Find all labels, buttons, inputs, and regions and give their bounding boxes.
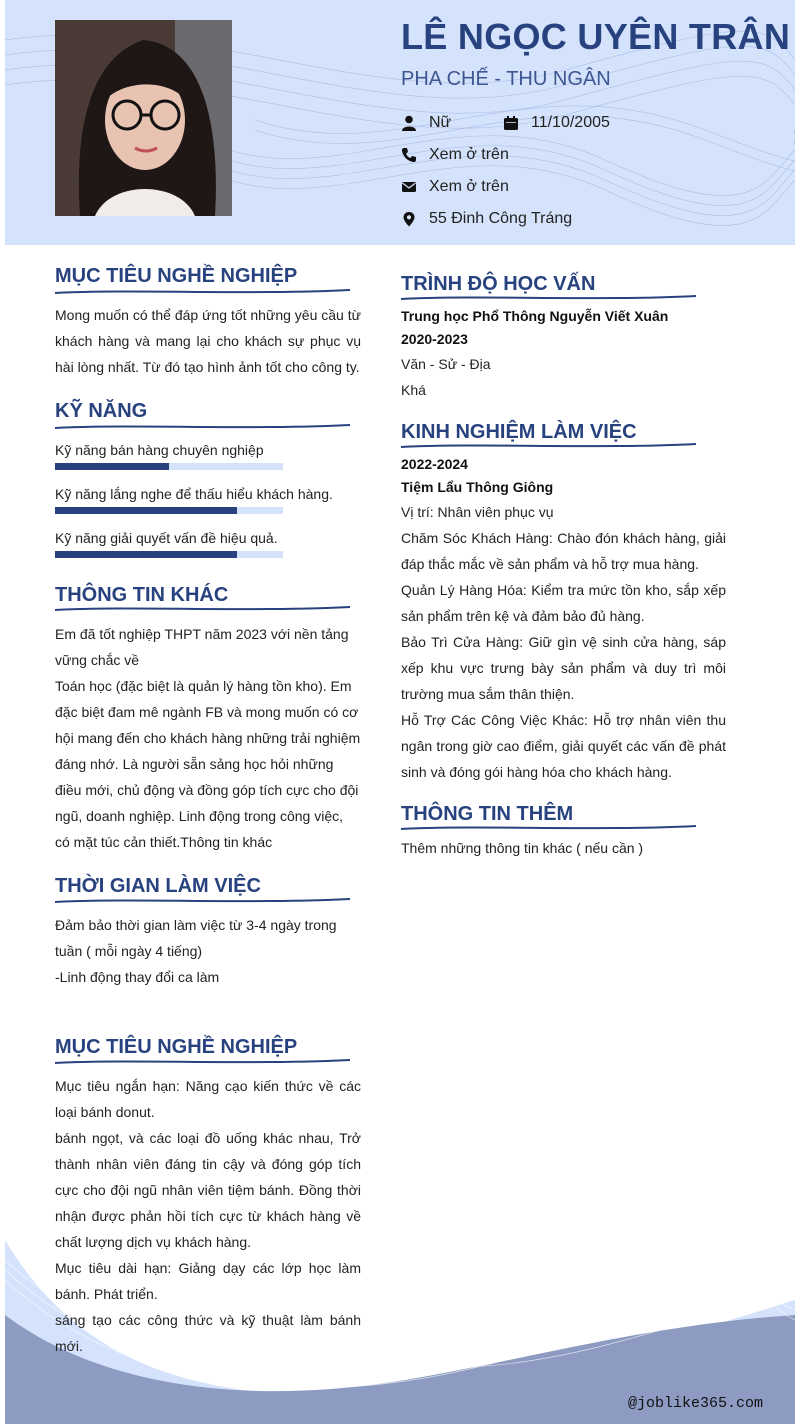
gender-row <box>401 114 451 132</box>
address-row <box>401 210 572 228</box>
skill-label: Kỹ năng bán hàng chuyên nghiệp <box>55 442 264 458</box>
education-major: Văn - Sử - Địa <box>401 356 491 372</box>
objective2-p1: Mục tiêu ngắn hạn: Năng cạo kiến thức về các loại bánh donut. <box>55 1078 361 1120</box>
education-school: Trung học Phổ Thông Nguyễn Viết Xuân <box>401 308 669 324</box>
cv-page <box>5 0 795 1424</box>
experience-company: Tiệm Lẩu Thông Giông <box>401 479 554 495</box>
job-title: PHA CHẾ - THU NGÂN <box>401 68 611 90</box>
skill-label: Kỹ năng giải quyết vấn đề hiệu quả. <box>55 530 278 546</box>
birthdate-value: 11/10/2005 <box>531 114 610 131</box>
profile-photo <box>55 20 232 216</box>
more-info-underline <box>401 824 696 832</box>
skill-label: Kỹ năng lắng nghe để thấu hiểu khách hàng. <box>55 486 333 502</box>
phone-icon <box>401 147 417 163</box>
envelope-icon <box>401 179 417 195</box>
phone-value: Xem ở trên <box>429 146 509 163</box>
other-info-line2: Toán học (đặc biệt là quản lý hàng tồn kho). Em đặc biệt đam mê ngành FB và mong muốn có cơ hội mang đến cho khách hàng những trải nghiệm đáng nhớ. Là người sẵn sảng học hỏi những điều mới, chủ động và đồng góp tích cực cho đội ngũ, doanh nghiệp. Linh động trong công việc, có mặt túc cản thiết.Thông tin khác <box>55 678 361 850</box>
education-grade: Khá <box>401 382 426 398</box>
other-info-underline <box>55 605 350 613</box>
address-value: 55 Đinh Công Tráng <box>429 210 573 227</box>
education-underline <box>401 294 696 302</box>
gender-value: Nữ <box>429 114 452 131</box>
experience-title: KINH NGHIỆM LÀM VIỆC <box>401 421 637 443</box>
skill-bar <box>55 551 283 558</box>
work-time-line2: -Linh động thay đổi ca làm <box>55 969 220 985</box>
candidate-name: LÊ NGỌC UYÊN TRÂN <box>401 16 791 57</box>
birthdate-row <box>503 114 610 132</box>
experience-duty: Hỗ Trợ Các Công Việc Khác: Hỗ trợ nhân viên thu ngân trong giờ cao điểm, giải quyết các vấn đề phát sinh và đóng gói hàng hóa cho khách hàng. <box>401 712 726 780</box>
other-info-title: THÔNG TIN KHÁC <box>55 584 229 606</box>
objective2-p4: sáng tạo các công thức và kỹ thuật làm bánh mới. <box>55 1312 361 1354</box>
objective2-p3: Mục tiêu dài hạn: Giảng dạy các lớp học làm bánh. Phát triển. <box>55 1260 361 1302</box>
experience-duty: Bảo Trì Cửa Hàng: Giữ gìn vệ sinh cửa hàng, sáp xếp khu vực trưng bày sản phẩm và duy trì môi trường mua sắm thân thiện. <box>401 634 726 702</box>
skills-title: KỸ NĂNG <box>55 400 148 422</box>
experience-duty: Chăm Sóc Khách Hàng: Chào đón khách hàng, giải đáp thắc mắc về sản phẩm và hỗ trợ mua hàng. <box>401 530 726 572</box>
skills-underline <box>55 423 350 431</box>
watermark: @joblike365.com <box>627 1395 763 1412</box>
skill-bar <box>55 507 283 514</box>
skill-fill <box>55 551 237 558</box>
email-row <box>401 178 509 196</box>
location-pin-icon <box>401 211 417 227</box>
experience-position: Vị trí: Nhân viên phục vụ <box>401 504 554 520</box>
user-icon <box>401 115 417 131</box>
objective2-title: MỤC TIÊU NGHỀ NGHIỆP <box>55 1036 298 1058</box>
experience-years: 2022-2024 <box>401 456 468 472</box>
objective-text: Mong muốn có thể đáp ứng tốt những yêu cầu từ khách hàng và mang lại cho khách sự phục vụ hài lòng nhất. Từ đó tạo hình ảnh tốt cho công ty. <box>55 307 361 375</box>
education-years: 2020-2023 <box>401 331 468 347</box>
objective-title: MỤC TIÊU NGHỀ NGHIỆP <box>55 265 298 287</box>
more-info-text: Thêm những thông tin khác ( nếu cần ) <box>401 840 644 856</box>
more-info-title: THÔNG TIN THÊM <box>401 803 574 825</box>
work-time-line1: Đảm bảo thời gian làm việc từ 3-4 ngày trong tuần ( mỗi ngày 4 tiếng) <box>55 917 337 959</box>
skill-fill <box>55 507 237 514</box>
phone-row <box>401 146 509 164</box>
email-value: Xem ở trên <box>429 178 509 195</box>
work-time-title: THỜI GIAN LÀM VIỆC <box>55 875 261 897</box>
experience-underline <box>401 442 696 450</box>
calendar-icon <box>503 115 519 131</box>
skill-bar <box>55 463 283 470</box>
objective2-underline <box>55 1058 350 1066</box>
education-title: TRÌNH ĐỘ HỌC VẤN <box>401 273 596 295</box>
experience-duty: Quản Lý Hàng Hóa: Kiểm tra mức tồn kho, sắp xếp sản phẩm trên kệ và đảm bảo đủ hàng. <box>401 582 726 624</box>
work-time-underline <box>55 897 350 905</box>
other-info-line1: Em đã tốt nghiệp THPT năm 2023 với nền tảng vững chắc về <box>55 626 349 668</box>
objective2-p2: bánh ngọt, và các loại đồ uống khác nhau, Trở thành nhân viên đáng tin cậy và đóng góp tích cực cho đội ngũ nhân viên tiệm bánh. Đồng thời nhận được phản hồi tích cực từ khách hàng về chất lượng dịch vụ khách hàng. <box>55 1130 361 1250</box>
objective-underline <box>55 288 350 296</box>
skill-fill <box>55 463 169 470</box>
